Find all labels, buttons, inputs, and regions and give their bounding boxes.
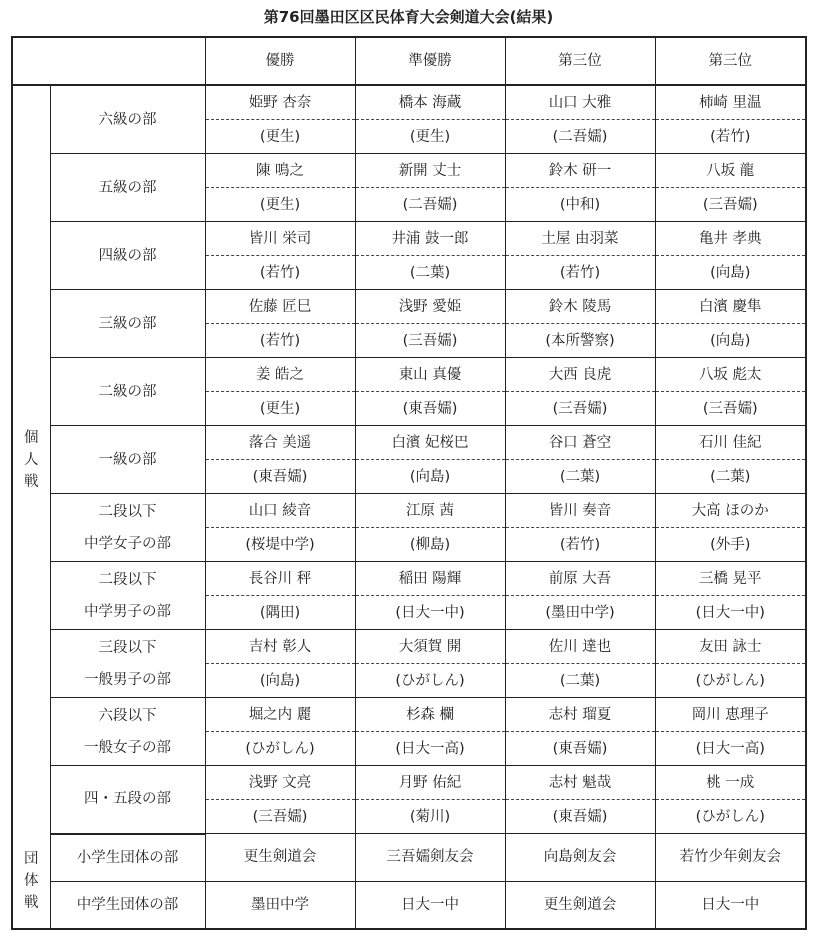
winner-name: 岡川 恵理子 [655,698,806,732]
division-label [50,630,205,698]
header-third-place: 第三位 [655,37,806,85]
winner-name: 志村 瑠夏 [505,698,655,732]
winner-club: (ひがしん) [655,664,806,698]
winner-club: (二葉) [505,460,655,494]
winner-name: 三橋 晃平 [655,562,806,596]
winner-name: 鈴木 研一 [505,154,655,188]
division-row [12,630,806,664]
division-row [12,426,806,460]
winner-club: (東吾嬬) [205,460,355,494]
winner-name: 友田 詠士 [655,630,806,664]
category-char: 個 [24,429,39,446]
winner-name: 堀之内 麗 [205,698,355,732]
winning-team: 日大一中 [355,881,505,929]
winner-club: (若竹) [505,528,655,562]
winner-name: 落合 美遥 [205,426,355,460]
winner-name: 浅野 文亮 [205,766,355,800]
winner-club: (二吾嬬) [505,120,655,154]
winner-name: 姜 皓之 [205,358,355,392]
individual-category-label [12,85,50,834]
winner-club: (更生) [205,392,355,426]
header-runner-up: 準優勝 [355,37,505,85]
winner-name: 井浦 鼓一郎 [355,222,505,256]
winner-club: (若竹) [655,120,806,154]
division-label-line: 一級の部 [98,451,157,468]
winner-club: (桜堤中学) [205,528,355,562]
winner-name: 前原 大吾 [505,562,655,596]
winner-club: (向島) [655,256,806,290]
winner-club: (日大一高) [355,732,505,766]
division-label-line: 三級の部 [98,315,157,332]
winning-team: 日大一中 [655,881,806,929]
winner-name: 皆川 奏音 [505,494,655,528]
division-row [12,222,806,256]
winning-team: 向島剣友会 [505,834,655,882]
winner-club: (東吾嬬) [505,732,655,766]
team-category-label [12,834,50,929]
division-label-line: 六段以下 [98,707,157,724]
winner-club: (ひがしん) [205,732,355,766]
winner-club: (隅田) [205,596,355,630]
winner-name: 亀井 孝典 [655,222,806,256]
winner-club: (三吾嬬) [355,324,505,358]
division-row [12,358,806,392]
winner-name: 石川 佳紀 [655,426,806,460]
category-char: 戦 [24,894,39,911]
winner-club: (向島) [205,664,355,698]
winner-club: (二葉) [655,460,806,494]
division-label [50,426,205,494]
winner-name: 東山 真優 [355,358,505,392]
winner-club: (中和) [505,188,655,222]
division-label-line: 二段以下 [98,571,157,588]
winner-club: (更生) [205,188,355,222]
division-label [50,562,205,630]
winner-name: 稲田 陽輝 [355,562,505,596]
winner-name: 佐川 達也 [505,630,655,664]
winner-name: 吉村 彰人 [205,630,355,664]
division-label-line: 四級の部 [98,247,157,264]
winner-name: 大須賀 開 [355,630,505,664]
winner-name: 大高 ほのか [655,494,806,528]
winner-name: 八坂 龍 [655,154,806,188]
winner-club: (日大一中) [655,596,806,630]
winner-club: (墨田中学) [505,596,655,630]
winner-club: (東吾嬬) [505,800,655,834]
winner-name: 姫野 杏奈 [205,85,355,120]
winner-club: (三吾嬬) [505,392,655,426]
category-char: 戦 [24,473,39,490]
winner-club: (向島) [355,460,505,494]
winner-name: 土屋 由羽菜 [505,222,655,256]
division-row [12,766,806,800]
winning-team: 三吾嬬剣友会 [355,834,505,882]
division-row [12,698,806,732]
team-division-row [12,834,806,882]
winner-club: (二葉) [505,664,655,698]
winner-name: 谷口 蒼空 [505,426,655,460]
category-char: 団 [24,850,39,867]
division-label [50,222,205,290]
winning-team: 若竹少年剣友会 [655,834,806,882]
winner-name: 白濱 妃桜巴 [355,426,505,460]
winner-club: (若竹) [505,256,655,290]
results-table [11,36,807,930]
winner-club: (三吾嬬) [205,800,355,834]
page-title: 第76回墨田区区民体育大会剣道大会(結果) [263,8,554,26]
winning-team: 更生剣道会 [205,834,355,882]
division-label-line: 小学生団体の部 [76,849,179,866]
winner-name: 皆川 栄司 [205,222,355,256]
winner-name: 江原 茜 [355,494,505,528]
winner-club: (東吾嬬) [355,392,505,426]
division-label-line: 中学女子の部 [84,535,171,552]
winner-club: (日大一中) [355,596,505,630]
division-label-line: 中学男子の部 [84,603,171,620]
winner-club: (本所警察) [505,324,655,358]
winner-name: 白濱 慶隼 [655,290,806,324]
winner-name: 佐藤 匠巳 [205,290,355,324]
winning-team: 墨田中学 [205,881,355,929]
division-label-line: 三段以下 [98,639,157,656]
winner-club: (三吾嬬) [655,392,806,426]
winner-name: 志村 魁哉 [505,766,655,800]
division-label-line: 四・五段の部 [84,791,171,808]
winner-club: (日大一高) [655,732,806,766]
winner-name: 山口 大雅 [505,85,655,120]
winner-club: (二吾嬬) [355,188,505,222]
winner-name: 山口 綾音 [205,494,355,528]
winner-name: 杉森 欄 [355,698,505,732]
winner-club: (柳島) [355,528,505,562]
division-label [50,290,205,358]
division-row [12,290,806,324]
division-label [50,766,205,834]
winner-name: 長谷川 秤 [205,562,355,596]
winner-name: 八坂 彪太 [655,358,806,392]
header-champion: 優勝 [205,37,355,85]
header-corner [12,37,205,85]
winner-club: (菊川) [355,800,505,834]
winner-club: (ひがしん) [355,664,505,698]
winner-club: (ひがしん) [655,800,806,834]
division-label [50,154,205,222]
division-row [12,85,806,120]
team-division-row [12,881,806,929]
division-label-line: 六級の部 [98,111,157,128]
header-row [12,37,806,85]
team-division-label [50,881,205,929]
winner-club: (三吾嬬) [655,188,806,222]
winner-club: (向島) [655,324,806,358]
division-label-line: 一般男子の部 [84,671,171,688]
division-row [12,154,806,188]
category-char: 体 [24,872,39,889]
division-label-line: 二段以下 [98,503,157,520]
division-label [50,494,205,562]
winner-club: (若竹) [205,256,355,290]
winner-name: 月野 佑紀 [355,766,505,800]
winner-name: 柿崎 里温 [655,85,806,120]
division-label-line: 二級の部 [98,383,157,400]
winner-name: 桃 一成 [655,766,806,800]
winner-name: 新開 丈士 [355,154,505,188]
division-label-line: 中学生団体の部 [76,896,179,913]
winner-name: 浅野 愛姫 [355,290,505,324]
winner-club: (二葉) [355,256,505,290]
header-third-place: 第三位 [505,37,655,85]
winner-club: (若竹) [205,324,355,358]
winner-club: (更生) [355,120,505,154]
division-row [12,562,806,596]
division-label [50,698,205,766]
division-label [50,358,205,426]
division-row [12,494,806,528]
division-label-line: 一般女子の部 [84,739,171,756]
winning-team: 更生剣道会 [505,881,655,929]
winner-name: 陳 鳴之 [205,154,355,188]
winner-name: 橋本 海蔵 [355,85,505,120]
team-division-label [50,834,205,882]
winner-name: 大西 良虎 [505,358,655,392]
winner-club: (更生) [205,120,355,154]
winner-club: (外手) [655,528,806,562]
category-char: 人 [24,451,39,468]
division-label-line: 五級の部 [98,179,157,196]
winner-name: 鈴木 陵馬 [505,290,655,324]
division-label [50,85,205,154]
